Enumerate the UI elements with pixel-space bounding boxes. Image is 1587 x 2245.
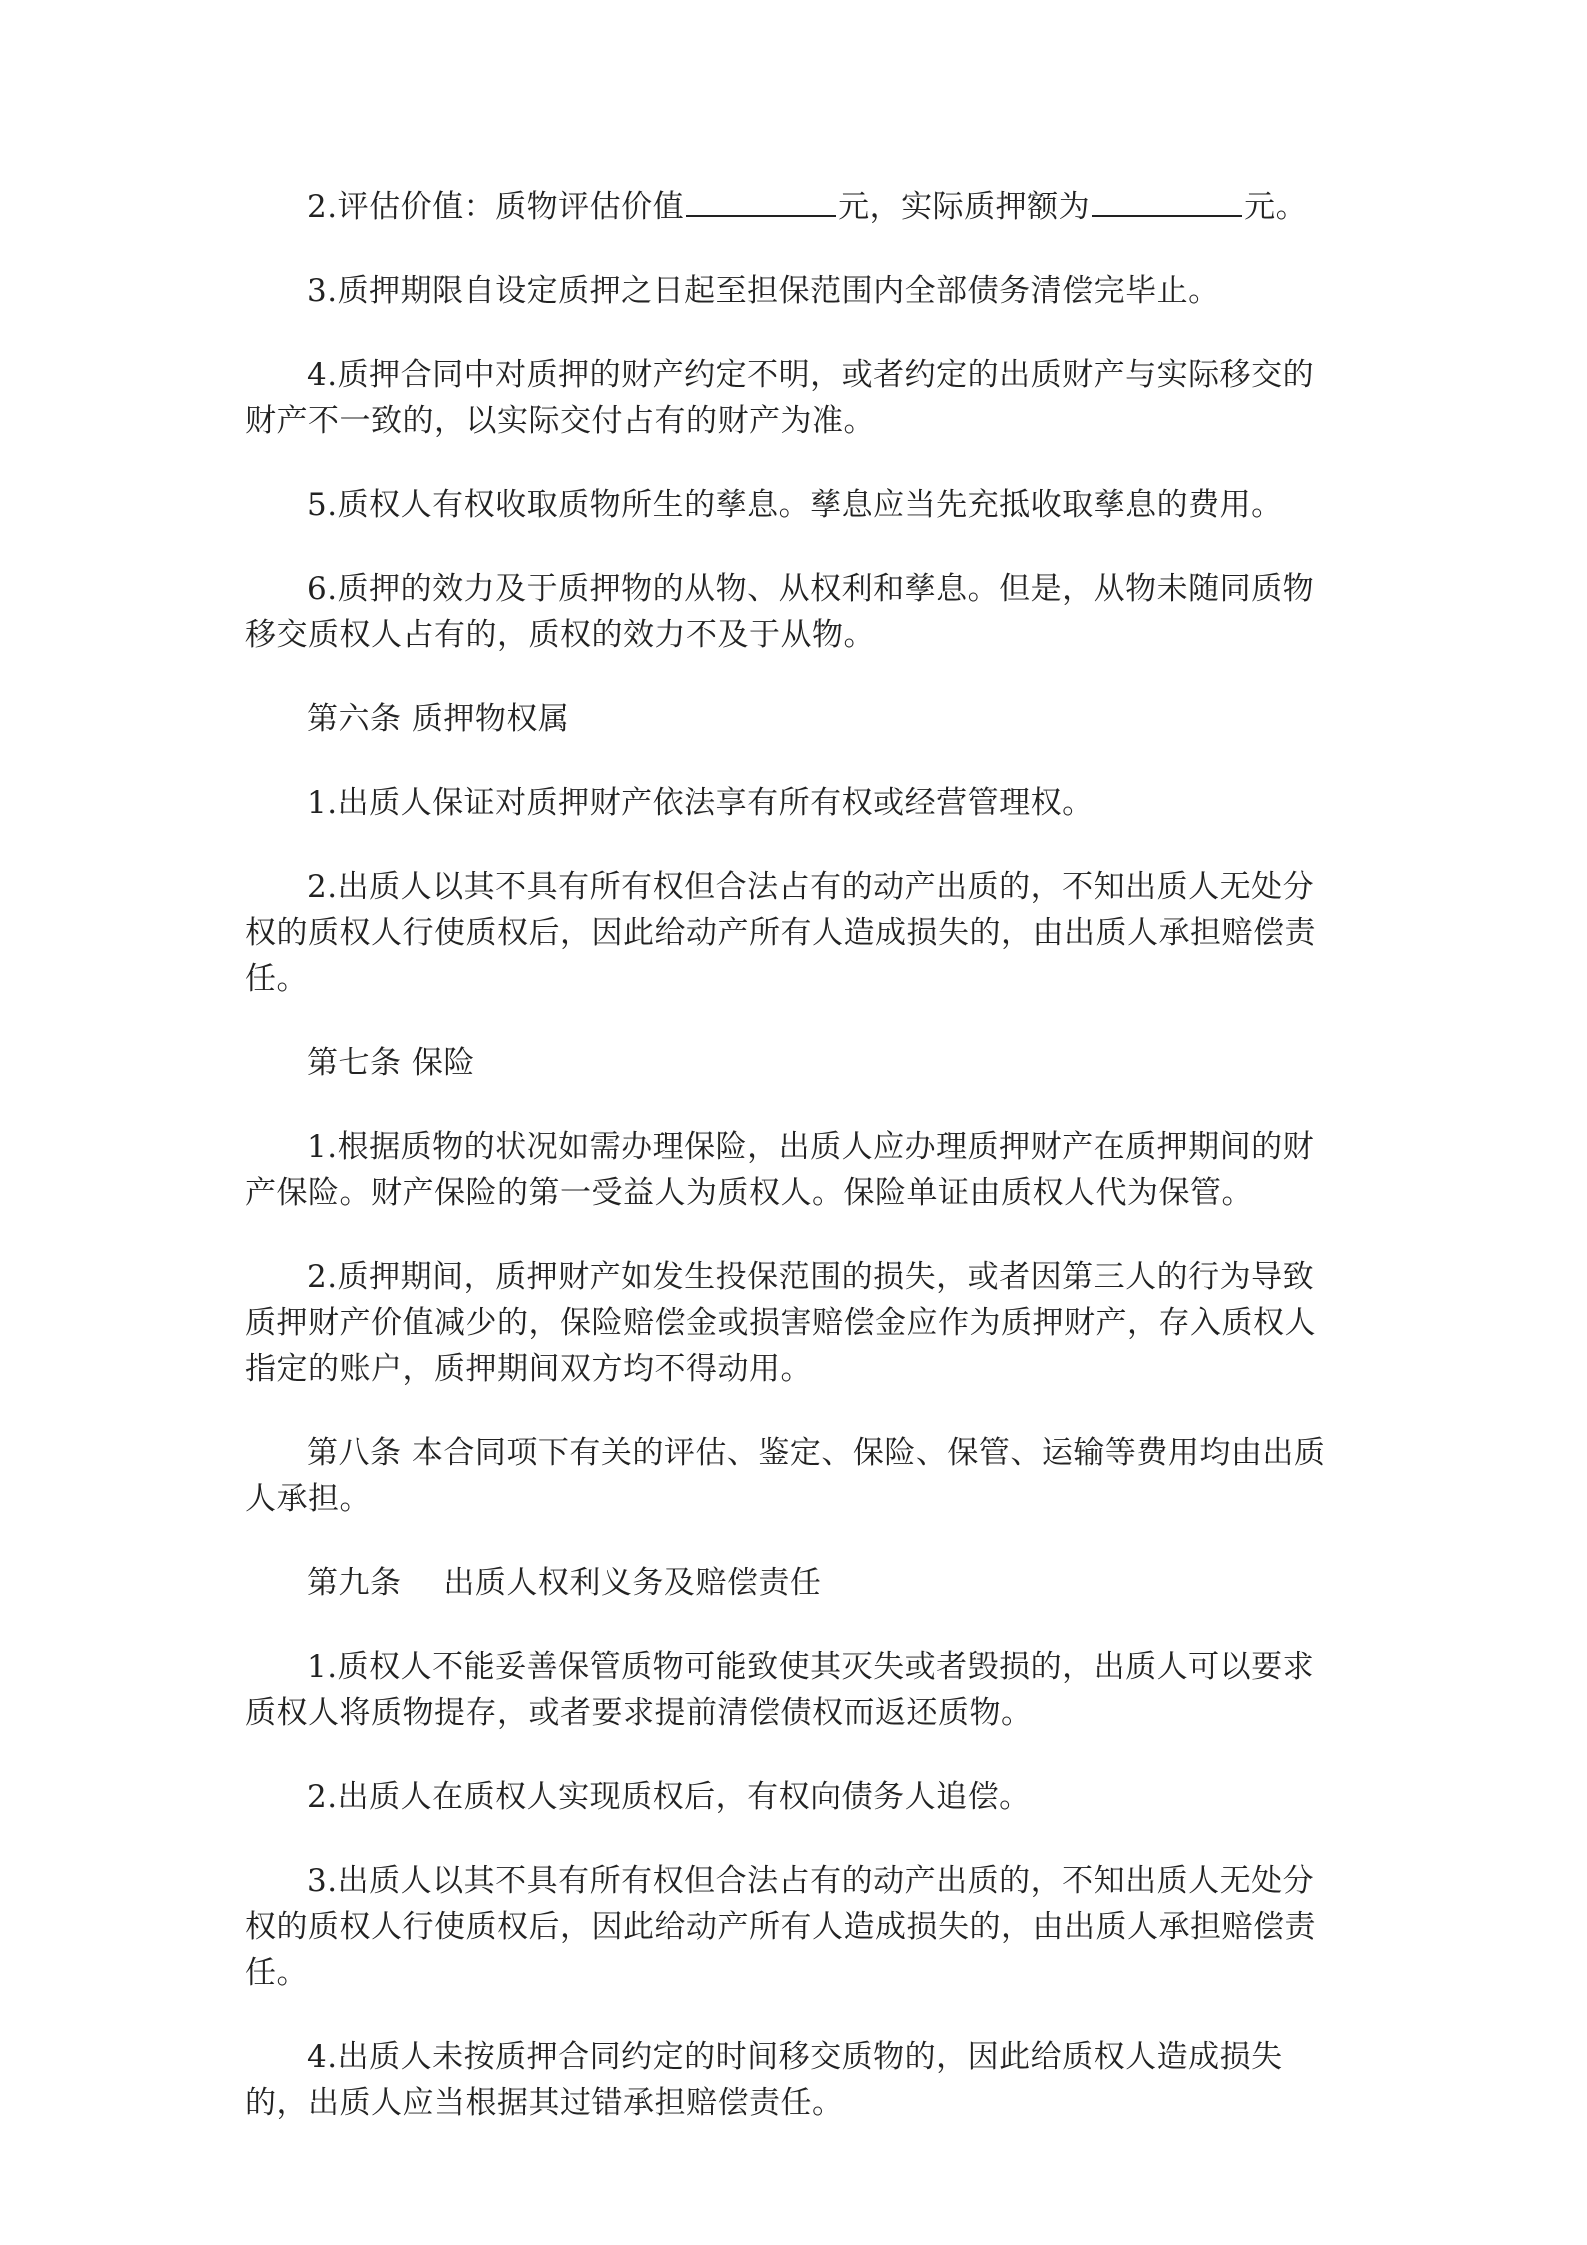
valuation-text-c: 元。 — [1244, 189, 1308, 225]
insurance-compensation-paragraph: 2.质押期间，质押财产如发生投保范围的损失，或者因第三人的行为导致质押财产价值减少的，保险赔偿金或损害赔偿金应作为质押财产，存入质权人指定的账户，质押期间双方均不得动用。 — [245, 1259, 1316, 1387]
article-7-heading: 第七条 保险 — [307, 1045, 475, 1081]
article-9-heading: 第九条 出质人权利义务及赔偿责任 — [307, 1565, 822, 1601]
pledge-term-paragraph: 3.质押期限自设定质押之日起至担保范围内全部债务清偿完毕止。 — [307, 273, 1220, 309]
assessed-value-blank — [686, 185, 836, 217]
document-page — [245, 184, 1345, 2126]
non-owner-pledge-paragraph: 2.出质人以其不具有所有权但合法占有的动产出质的，不知出质人无处分权的质权人行使质权后，因此给动产所有人造成损失的，由出质人承担赔偿责任。 — [245, 869, 1316, 997]
recourse-paragraph: 2.出质人在质权人实现质权后，有权向债务人追偿。 — [307, 1779, 1031, 1815]
pledge-scope-paragraph: 6.质押的效力及于质押物的从物、从权利和孳息。但是，从物未随同质物移交质权人占有的，质权的效力不及于从物。 — [245, 571, 1315, 653]
valuation-text-b: 元，实际质押额为 — [838, 189, 1091, 225]
property-discrepancy-paragraph: 4.质押合同中对质押的财产约定不明，或者约定的出质财产与实际移交的财产不一致的，以实际交付占有的财产为准。 — [245, 357, 1315, 439]
fruits-paragraph: 5.质权人有权收取质物所生的孳息。孳息应当先充抵收取孳息的费用。 — [307, 487, 1283, 523]
safekeeping-paragraph: 1.质权人不能妥善保管质物可能致使其灭失或者毁损的，出质人可以要求质权人将质物提存，或者要求提前清偿债权而返还质物。 — [245, 1649, 1315, 1731]
insurance-requirement-paragraph: 1.根据质物的状况如需办理保险，出质人应办理质押财产在质押期间的财产保险。财产保险的第一受益人为质权人。保险单证由质权人代为保管。 — [245, 1129, 1315, 1211]
pledge-amount-blank — [1092, 185, 1242, 217]
article-6-heading: 第六条 质押物权属 — [307, 701, 570, 737]
ownership-guarantee-paragraph: 1.出质人保证对质押财产依法享有所有权或经营管理权。 — [307, 785, 1094, 821]
non-owner-liability-paragraph: 3.出质人以其不具有所有权但合法占有的动产出质的，不知出质人无处分权的质权人行使质权后，因此给动产所有人造成损失的，由出质人承担赔偿责任。 — [245, 1863, 1316, 1991]
valuation-paragraph — [245, 184, 1345, 230]
late-delivery-paragraph: 4.出质人未按质押合同约定的时间移交质物的，因此给质权人造成损失的，出质人应当根据其过错承担赔偿责任。 — [245, 2039, 1283, 2121]
article-8-paragraph: 第八条 本合同项下有关的评估、鉴定、保险、保管、运输等费用均由出质人承担。 — [245, 1435, 1326, 1517]
valuation-text-a: 2.评估价值：质物评估价值 — [307, 189, 685, 225]
